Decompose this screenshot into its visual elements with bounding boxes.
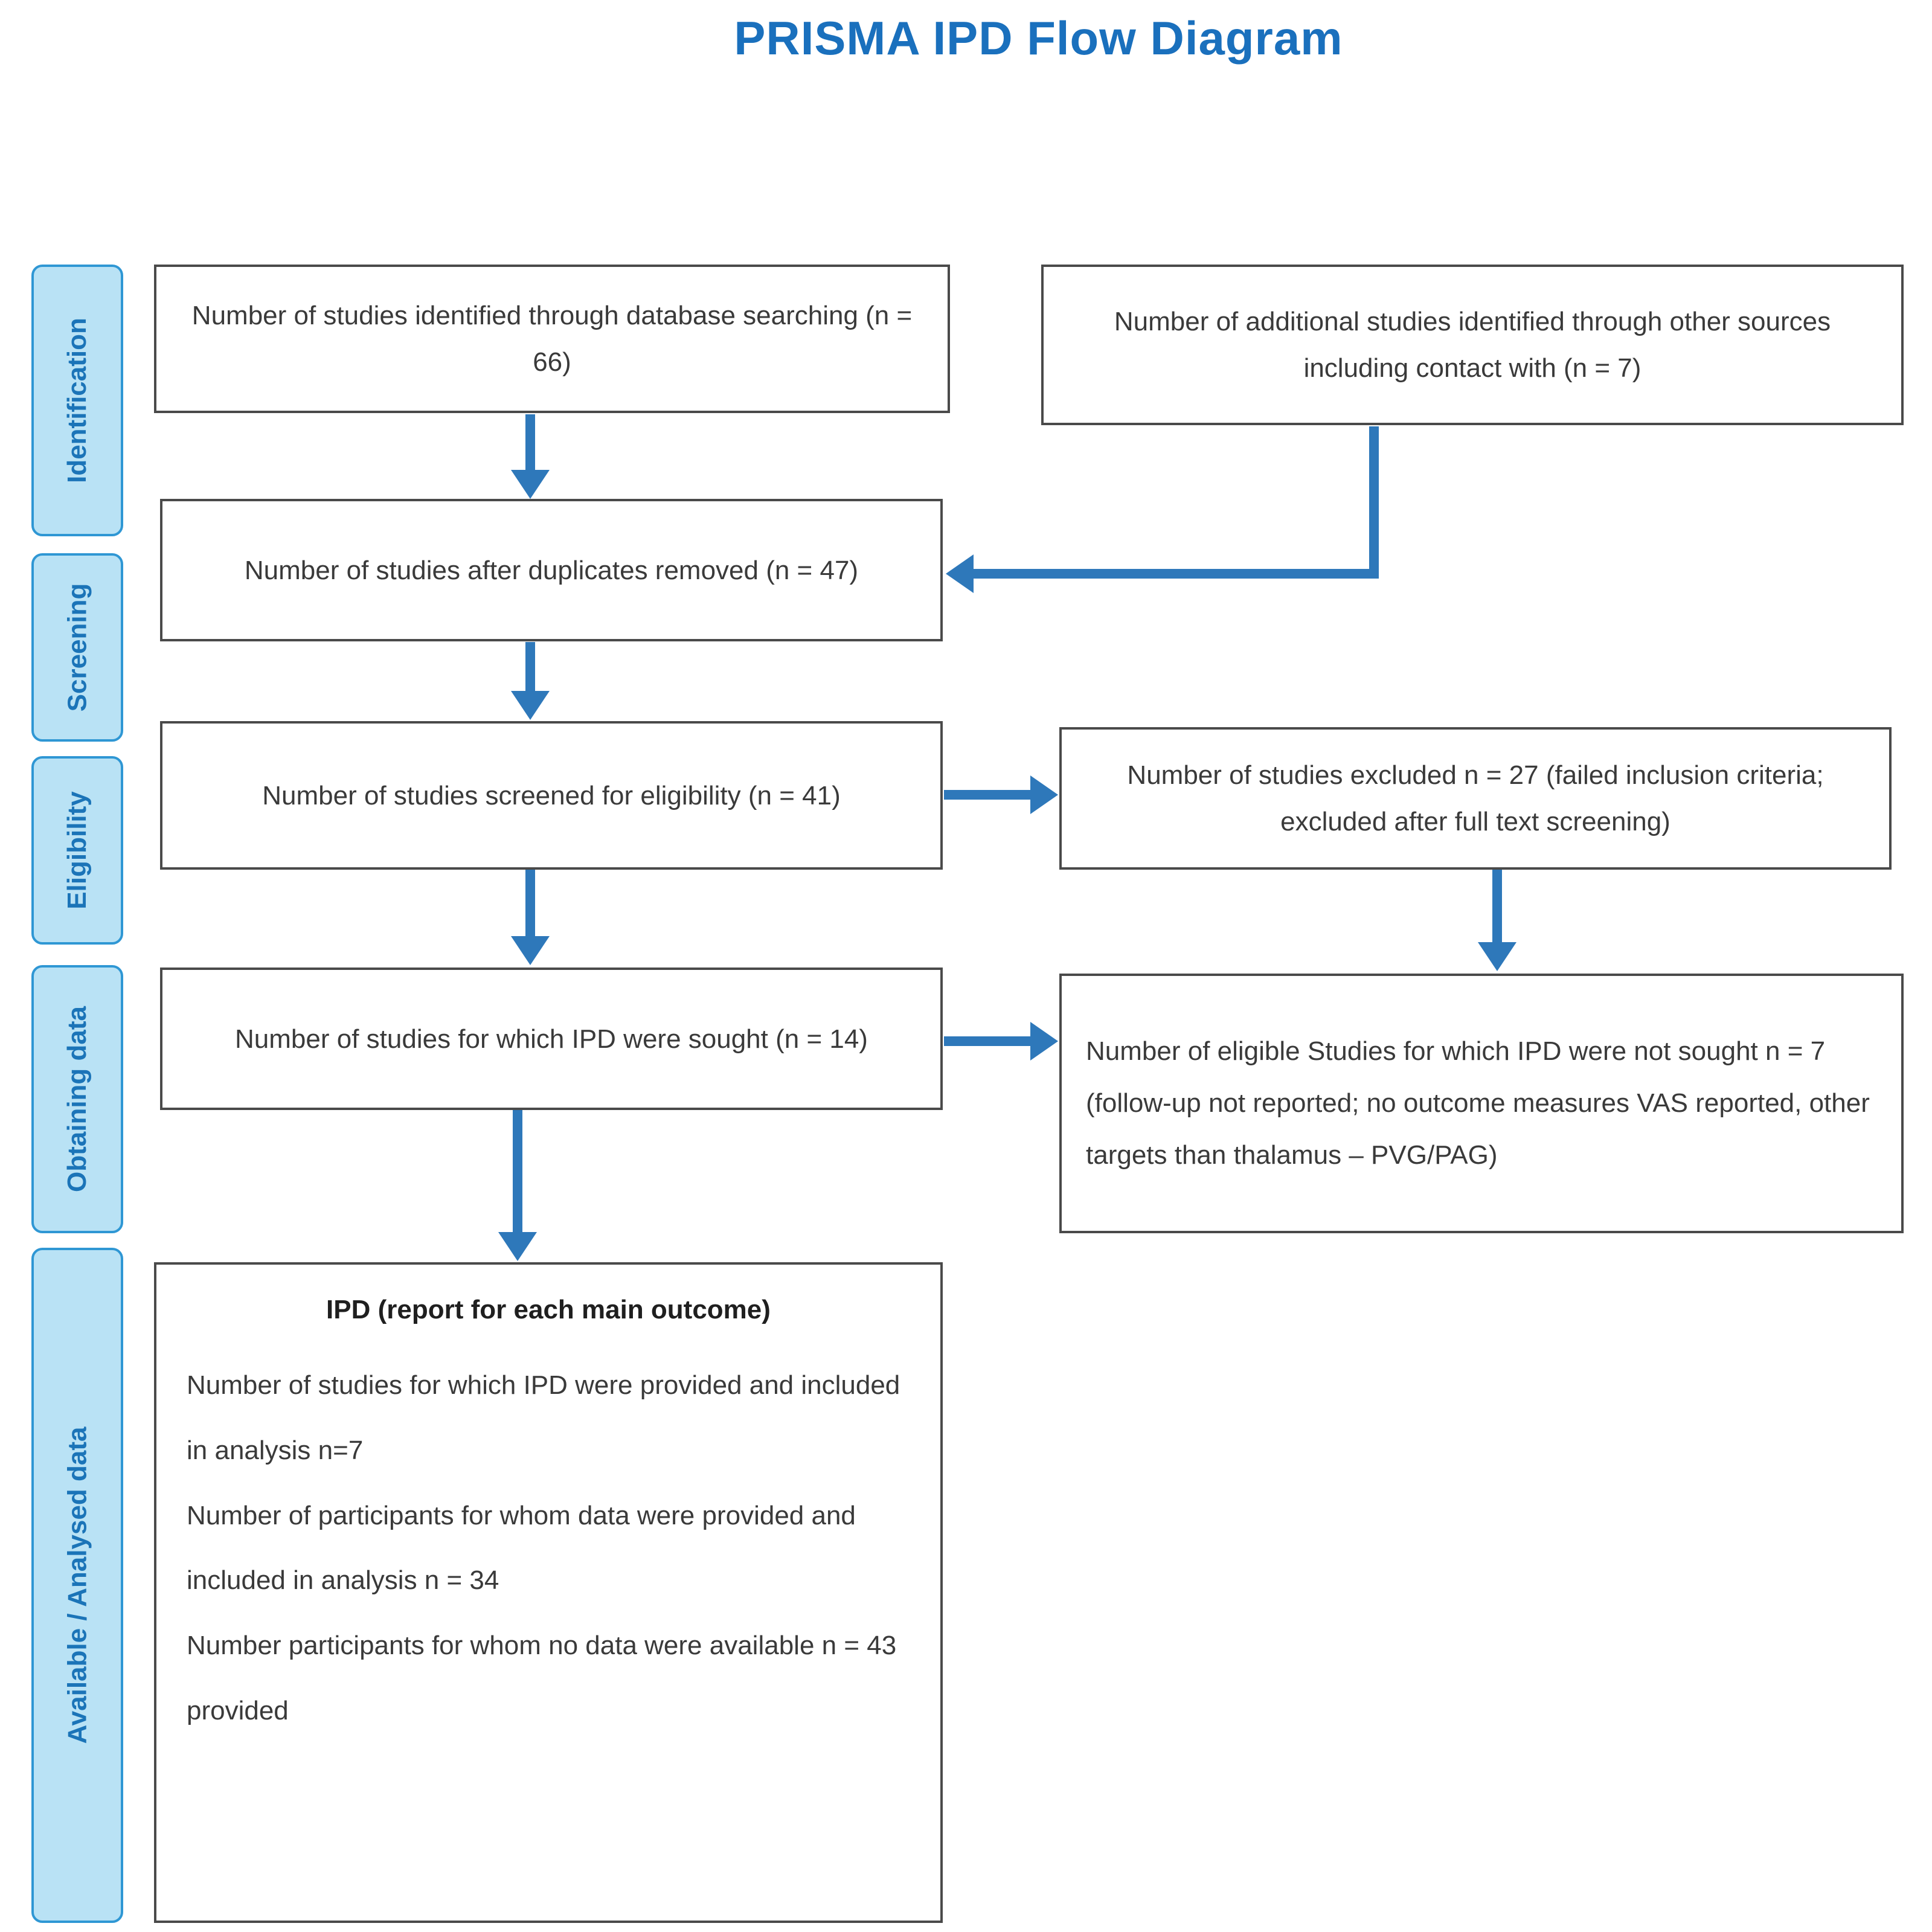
stage-label-available-analysed-data	[31, 1248, 123, 1923]
box-screened-for-eligibility	[160, 721, 943, 870]
box-ipd-sought	[160, 968, 943, 1110]
box-studies-identified	[154, 265, 950, 413]
box-ipd-report	[154, 1262, 943, 1923]
arrow-additional-to-duplicates	[946, 426, 1374, 593]
arrow-excluded-to-notsought	[1478, 870, 1516, 971]
box-after-duplicates-removed	[160, 499, 943, 641]
stage-label-eligibility	[31, 756, 123, 945]
box-screened-for-eligibility-text: Number of studies screened for eligibility (n = 41)	[262, 780, 841, 810]
box-studies-excluded	[1059, 727, 1892, 870]
arrow-sought-to-ipd	[498, 1110, 537, 1261]
page-title: PRISMA IPD Flow Diagram	[734, 11, 1343, 65]
box-after-duplicates-removed-text: Number of studies after duplicates removed (n = 47)	[244, 555, 859, 585]
box-ipd-not-sought	[1059, 974, 1904, 1233]
stage-label-text: Identification	[62, 318, 92, 483]
arrow-screened-to-excluded	[944, 775, 1058, 814]
stage-label-screening	[31, 553, 123, 742]
stage-label-text: Available / Analysed data	[62, 1427, 92, 1744]
ipd-report-line: Number participants for whom no data were available n = 43 provided	[187, 1631, 897, 1725]
arrow-screened-to-sought	[511, 870, 550, 965]
box-ipd-sought-text: Number of studies for which IPD were sought (n = 14)	[235, 1024, 868, 1054]
arrow-duplicates-to-screened	[511, 642, 550, 720]
arrow-identified-to-duplicates	[511, 414, 550, 499]
box-ipd-not-sought-text: Number of eligible Studies for which IPD were not sought n = 7 (follow-up not reported; no outcome measures VAS reported, other targets than thalamus – PVG/PAG)	[1086, 1036, 1870, 1170]
arrow-sought-to-notsought	[944, 1022, 1058, 1061]
stage-label-obtaining-data	[31, 965, 123, 1233]
stage-label-text: Eligibility	[62, 791, 92, 910]
stage-label-text: Obtaining data	[62, 1006, 92, 1192]
stage-label-text: Screening	[62, 583, 92, 712]
stage-label-identification	[31, 265, 123, 536]
box-additional-studies-text: Number of additional studies identified through other sources including contact with (n = 7)	[1114, 307, 1831, 383]
box-studies-identified-text: Number of studies identified through database searching (n = 66)	[191, 301, 913, 377]
ipd-report-line: Number of studies for which IPD were provided and included in analysis n=7	[187, 1370, 900, 1465]
box-studies-excluded-text: Number of studies excluded n = 27 (failed inclusion criteria; excluded after full text screening)	[1127, 760, 1824, 836]
ipd-report-header: IPD (report for each main outcome)	[326, 1295, 771, 1324]
ipd-report-line: Number of participants for whom data were provided and included in analysis n = 34	[187, 1500, 856, 1596]
box-additional-studies	[1041, 265, 1904, 425]
